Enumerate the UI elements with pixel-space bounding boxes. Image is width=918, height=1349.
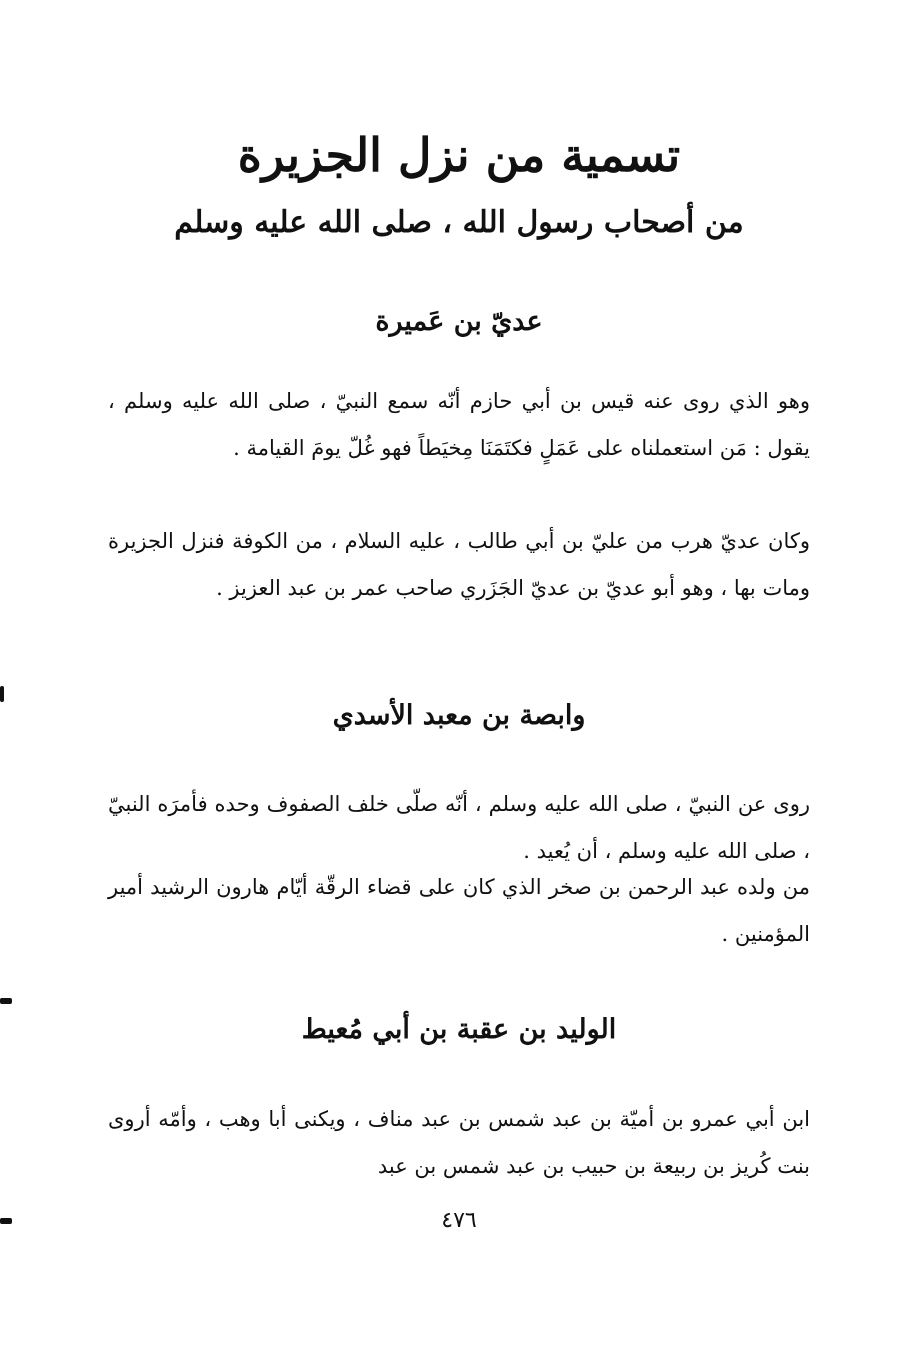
- section-heading-walid: الوليد بن عقبة بن أبي مُعيط: [301, 1014, 617, 1045]
- scan-edge-mark: [0, 1218, 12, 1224]
- paragraph-adi-2: وكان عديّ هرب من عليّ بن أبي طالب ، عليه السلام ، من الكوفة فنزل الجزيرة ومات بها ، وهو أبو عديّ بن عديّ الجَزَري صاحب عمر بن عبد العزيز .: [108, 529, 810, 600]
- paragraph-wabisa-2: من ولده عبد الرحمن بن صخر الذي كان على قضاء الرقّة أيّام هارون الرشيد أمير المؤمنين .: [108, 875, 810, 946]
- paragraph-walid-1: ابن أبي عمرو بن أميّة بن عبد شمس بن عبد مناف ، ويكنى أبا وهب ، وأمّه أروى بنت كُريز بن ربيعة بن حبيب بن عبد شمس بن عبد: [108, 1107, 810, 1178]
- page-number: ٤٧٦: [441, 1208, 477, 1233]
- section-heading-wabisa: وابصة بن معبد الأسدي: [332, 700, 586, 731]
- paragraph-adi-1: وهو الذي روى عنه قيس بن أبي حازم أنّه سمع النبيّ ، صلى الله عليه وسلم ، يقول : مَن استعملناه على عَمَلٍ فكتَمَنَا مِخيَطاً فهو غُلّ يومَ القيامة .: [108, 389, 810, 460]
- scan-edge-mark: [0, 686, 4, 702]
- paragraph-wabisa-1: روى عن النبيّ ، صلى الله عليه وسلم ، أنّه صلّى خلف الصفوف وحده فأمرَه النبيّ ، صلى الله عليه وسلم ، أن يُعيد .: [108, 792, 810, 863]
- scan-edge-mark: [0, 998, 12, 1004]
- section-heading-adi: عديّ بن عَميرة: [375, 306, 543, 337]
- chapter-title: تسمية من نزل الجزيرة: [237, 128, 681, 182]
- chapter-subtitle: من أصحاب رسول الله ، صلى الله عليه وسلم: [174, 205, 744, 240]
